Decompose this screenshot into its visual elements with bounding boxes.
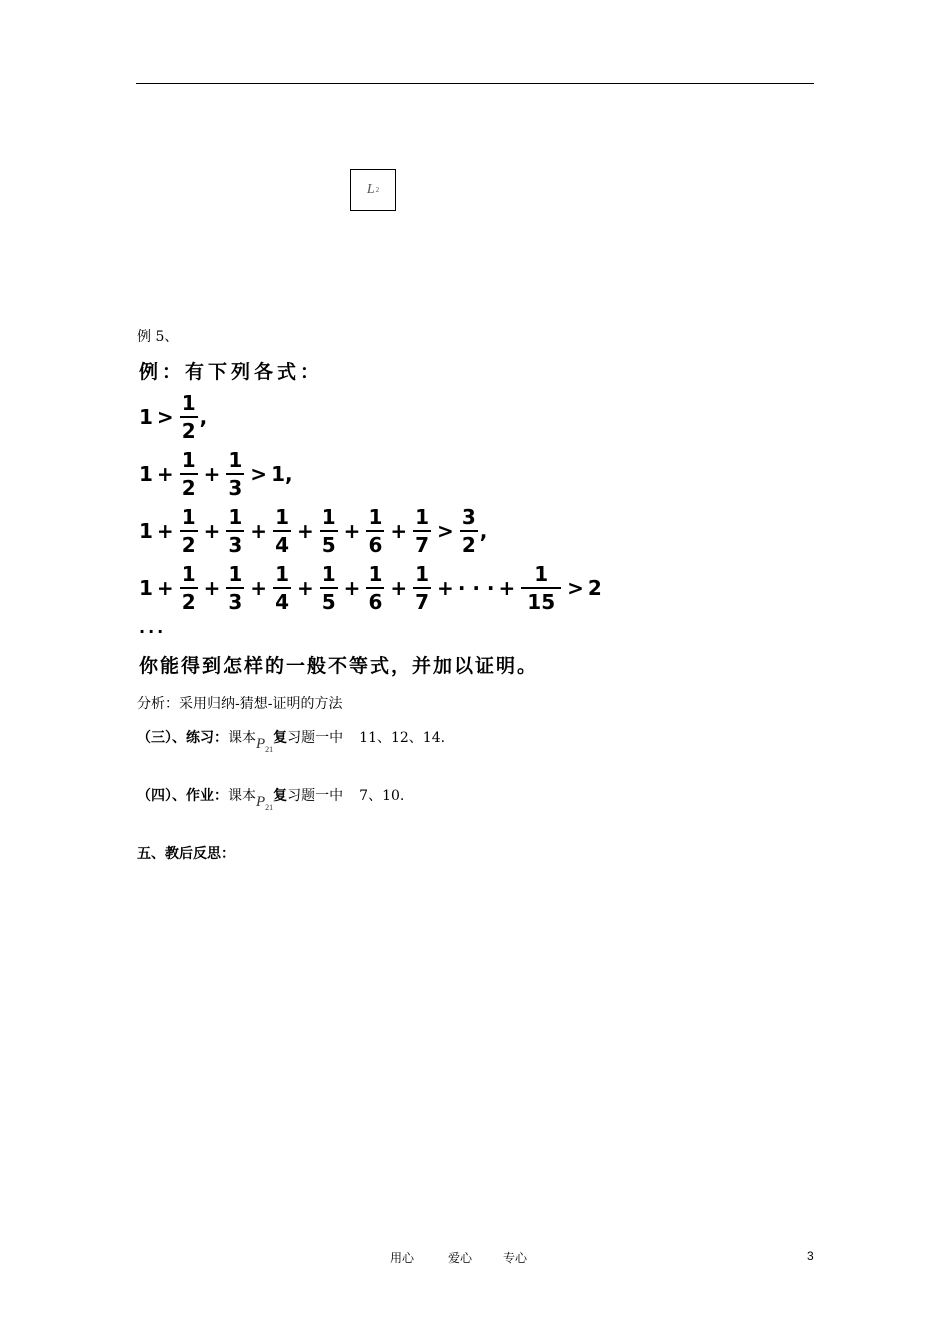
l2-figure-box: [350, 169, 396, 211]
fraction: $\frac{1}{6}$: [368, 562, 383, 614]
numerator: 1: [181, 391, 196, 415]
fraction: $\frac{3}{2}$: [461, 505, 476, 557]
question-text: 你能得到怎样的一般不等式，并加以证明。: [139, 655, 539, 677]
rhs-value: 1: [271, 462, 285, 486]
fraction: $\frac{1}{2}$: [181, 448, 196, 500]
fraction: [180, 393, 198, 441]
homework-items: 7、10.: [359, 788, 405, 804]
fraction: $\frac{1}{3}$: [228, 448, 243, 500]
homework-text2: 习题一中: [287, 788, 344, 804]
gt-sign: >: [437, 519, 454, 543]
ellipsis: · · ·: [457, 576, 495, 600]
p21-symbol: $P_{21}$: [256, 736, 274, 754]
footer-motto-1: 用心: [390, 1251, 415, 1265]
gt-sign: >: [567, 576, 584, 600]
inequality-line-4: 1 + $\frac{1}{2}$ + $\frac{1}{3}$ + $\frac{1}{4}$ + $\frac{1}{5}$ + $\frac{1}{6}$ + $\frac{1}{7}$ + · · · + $\frac{1}{15}$ > 2: [139, 562, 602, 614]
p21-symbol: $P_{21}$: [256, 794, 274, 812]
inequality-line-3: 1 + $\frac{1}{2}$ + $\frac{1}{3}$ + $\frac{1}{4}$ + $\frac{1}{5}$ + $\frac{1}{6}$ + $\frac{1}{7}$ > $\frac{3}{2}$ ,: [139, 505, 488, 557]
homework-label: （四）、作业：: [137, 788, 228, 804]
continuation-dots: ...: [139, 618, 167, 637]
inequality-line-1: [139, 392, 207, 442]
fraction: $\frac{1}{7}$: [415, 562, 430, 614]
term: 1: [139, 519, 153, 543]
l2-letter: L: [366, 182, 375, 197]
homework-bold: 复: [273, 788, 288, 804]
footer-motto-2: 爱心: [448, 1251, 473, 1265]
fraction: $\frac{1}{4}$: [275, 562, 289, 614]
inequality-line-2: 1 + $\frac{1}{2}$ + $\frac{1}{3}$ > 1 ,: [139, 448, 293, 500]
comma: ,: [284, 462, 293, 486]
header-rule: [136, 83, 814, 84]
fraction: $\frac{1}{3}$: [228, 562, 243, 614]
page-number: 3: [807, 1249, 814, 1263]
gt-sign: >: [250, 462, 268, 486]
term: 1: [139, 462, 153, 486]
reflection-heading: 五、教后反思：: [137, 846, 235, 862]
denominator: 2: [180, 416, 198, 441]
fraction: $\frac{1}{5}$: [321, 562, 336, 614]
fraction: $\frac{1}{2}$: [181, 562, 196, 614]
comma: ,: [199, 405, 208, 429]
comma: ,: [479, 519, 488, 543]
fraction: $\frac{1}{2}$: [181, 505, 196, 557]
exercise-text: 课本: [228, 730, 256, 746]
fraction: $\frac{1}{6}$: [368, 505, 383, 557]
rhs-value: 2: [587, 576, 602, 600]
homework-text: 课本: [228, 788, 256, 804]
fraction: $\frac{1}{5}$: [321, 505, 336, 557]
fraction: $\frac{1}{15}$: [521, 564, 561, 612]
exercise-line: [137, 727, 446, 754]
exercise-label: （三）、练习：: [137, 730, 228, 746]
l2-subscript: 2: [375, 186, 380, 194]
exercise-items: 11、12、14.: [359, 730, 446, 746]
exercise-text2: 习题一中: [287, 730, 344, 746]
example-label: 例 5、: [137, 329, 179, 345]
exercise-bold: 复: [273, 730, 288, 746]
example-heading: 例：有下列各式：: [139, 361, 324, 383]
homework-line: [137, 785, 405, 812]
fraction: $\frac{1}{4}$: [275, 505, 289, 557]
footer-motto-3: 专心: [503, 1251, 528, 1265]
fraction: $\frac{1}{3}$: [228, 505, 243, 557]
gt-sign: >: [156, 405, 174, 429]
term: 1: [139, 576, 153, 600]
term: 1: [139, 405, 153, 429]
fraction: $\frac{1}{7}$: [415, 505, 430, 557]
analysis-text: 分析：采用归纳-猜想-证明的方法: [137, 696, 343, 712]
